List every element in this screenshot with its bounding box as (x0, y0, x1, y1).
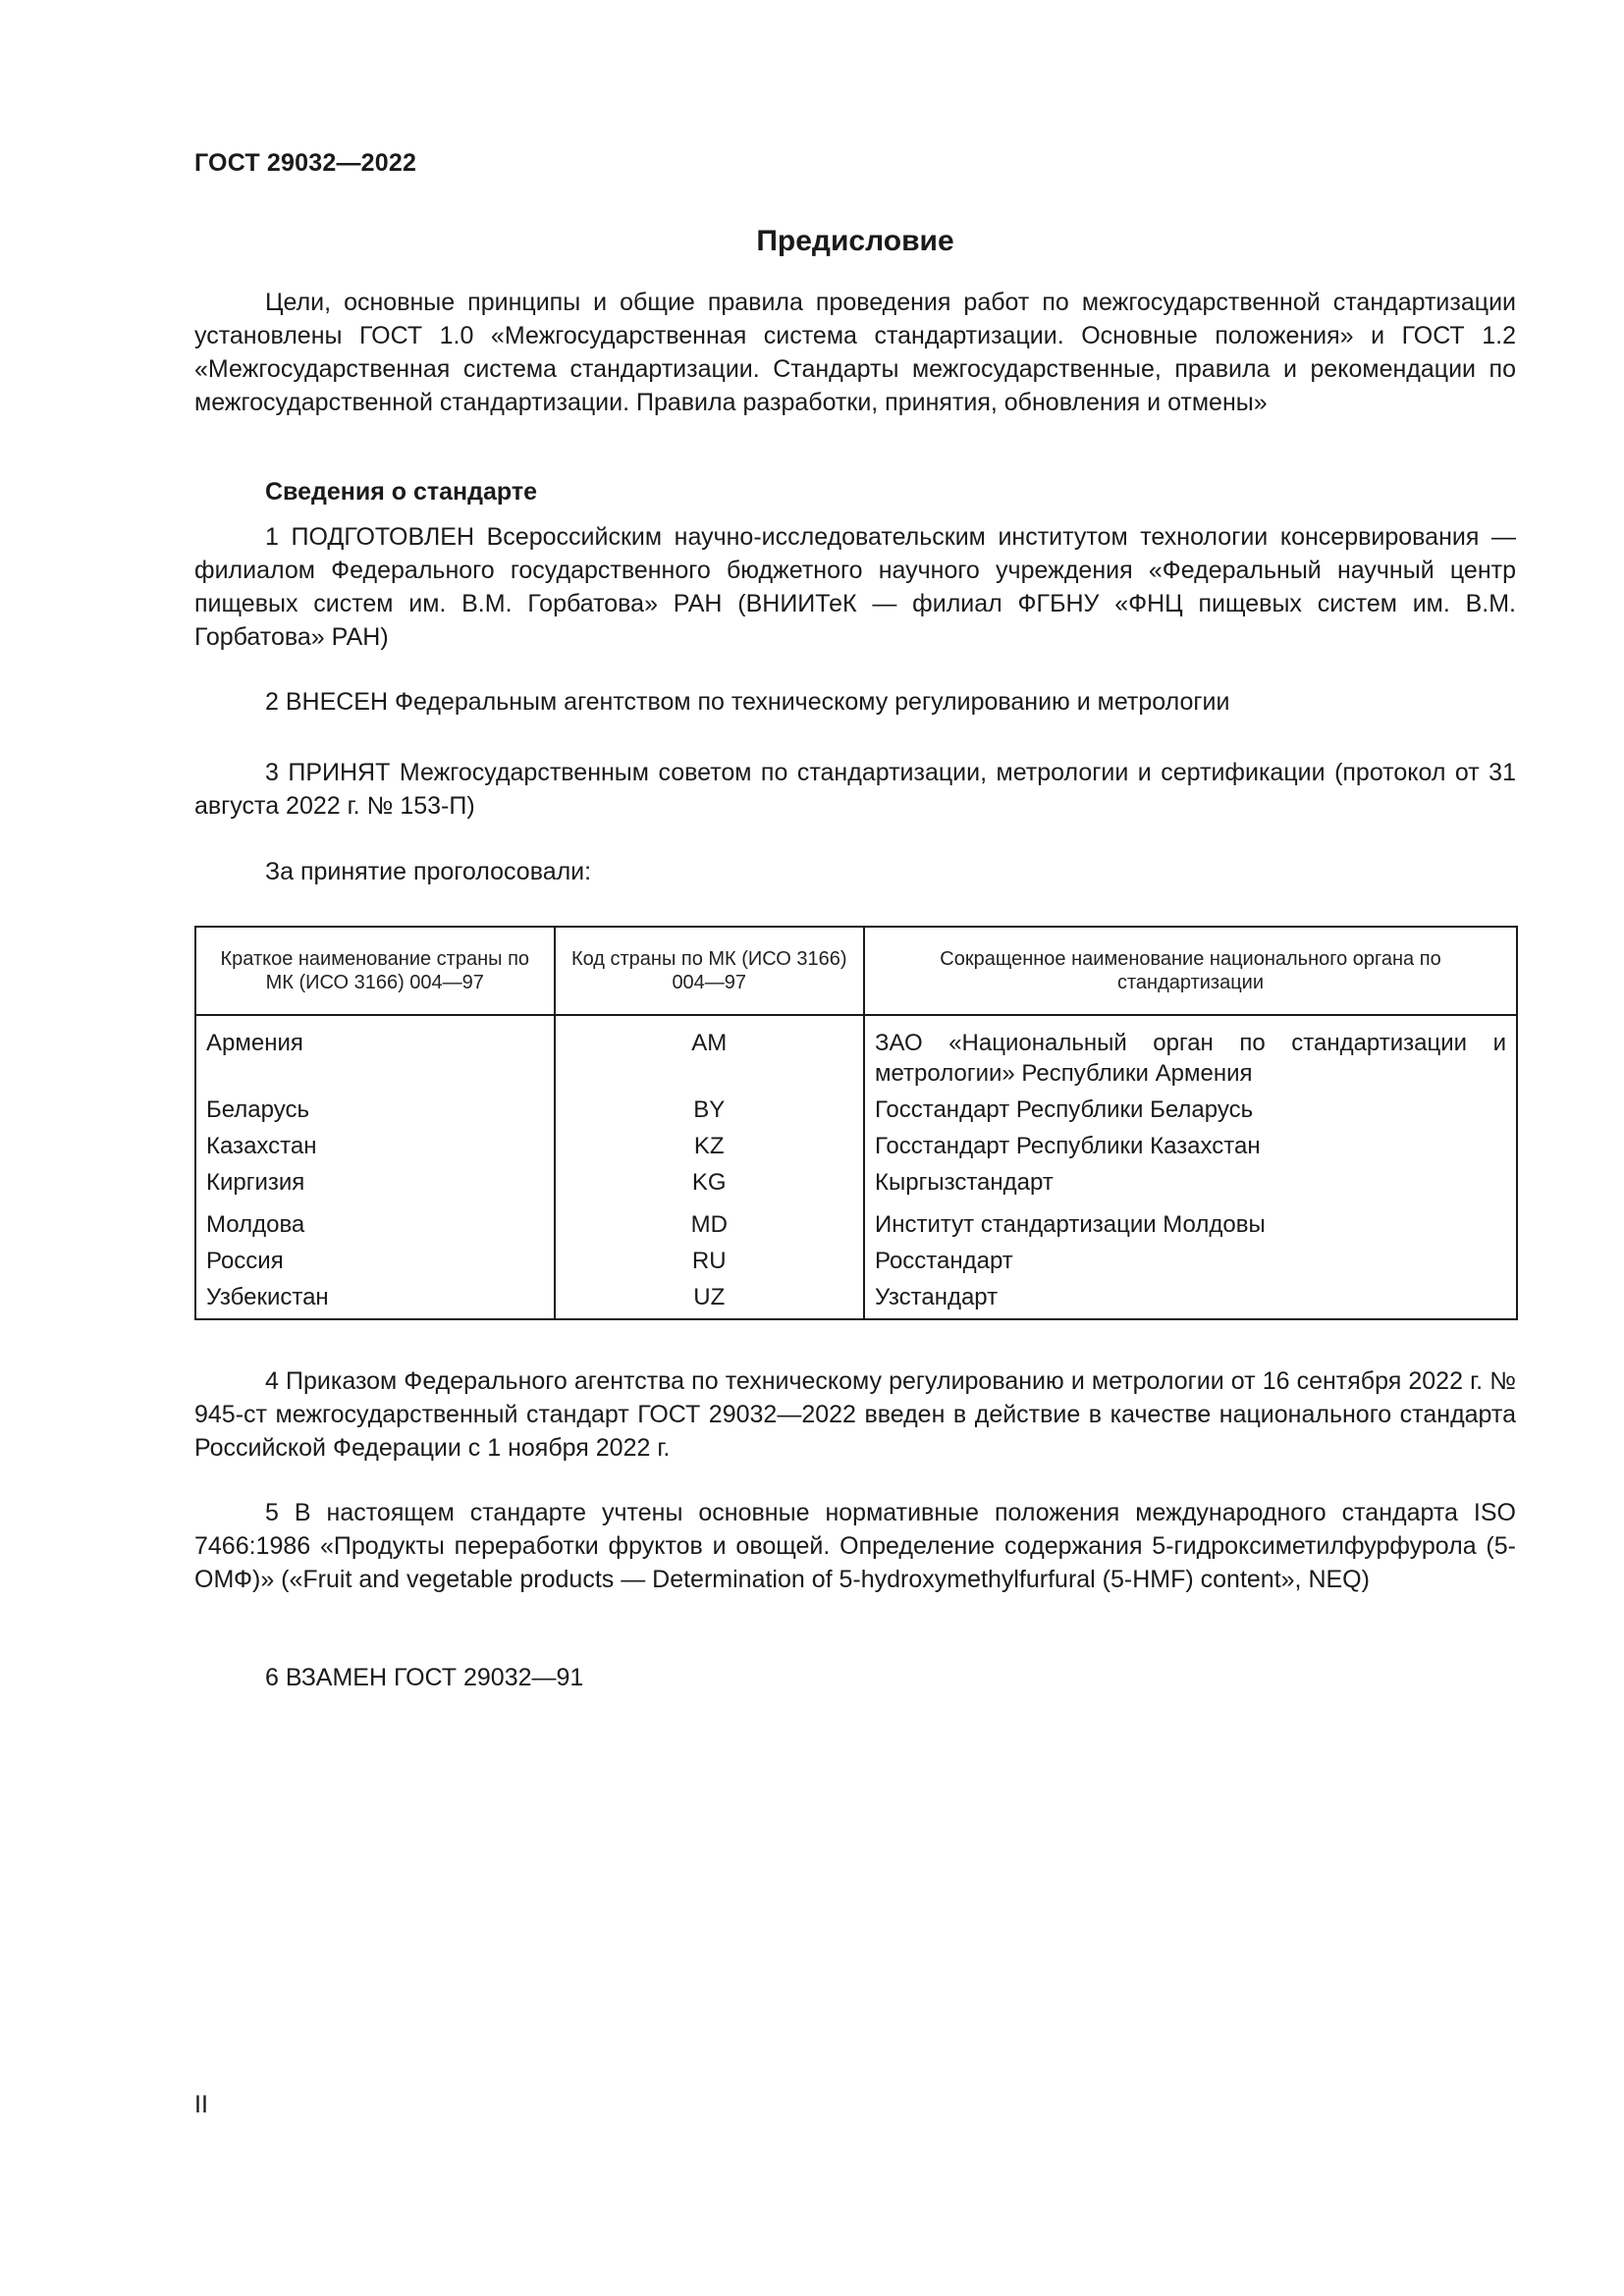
table-row (195, 1089, 1517, 1125)
table-row (195, 1015, 1517, 1089)
org-cell: Госстандарт Республики Беларусь (864, 1089, 1517, 1125)
section-heading: Сведения о стандарте (265, 478, 538, 506)
code-cell: AM (555, 1015, 864, 1089)
org-cell: Кыргызстандарт (864, 1161, 1517, 1198)
country-cell: Узбекистан (195, 1276, 555, 1319)
code-cell: KZ (555, 1125, 864, 1161)
document-id-header: ГОСТ 29032—2022 (194, 149, 417, 177)
org-cell: ЗАО «Национальный орган по стандартизации и метрологии» Республики Армения (864, 1015, 1517, 1089)
table-row (195, 1276, 1517, 1319)
vote-label: За принятие проголосовали: (265, 858, 592, 885)
column-header-code: Код страны по МК (ИСО 3166) 004—97 (555, 927, 864, 1015)
country-cell: Беларусь (195, 1089, 555, 1125)
country-cell: Россия (195, 1240, 555, 1276)
code-cell: UZ (555, 1276, 864, 1319)
table-row (195, 1198, 1517, 1240)
item-6-paragraph: 6 ВЗАМЕН ГОСТ 29032—91 (265, 1664, 584, 1691)
table-header-row (195, 927, 1517, 1015)
code-cell: RU (555, 1240, 864, 1276)
column-header-country: Краткое наименование страны по МК (ИСО 3166) 004—97 (195, 927, 555, 1015)
code-cell: BY (555, 1089, 864, 1125)
org-cell: Росстандарт (864, 1240, 1517, 1276)
table-row (195, 1240, 1517, 1276)
code-cell: MD (555, 1198, 864, 1240)
org-cell: Институт стандартизации Молдовы (864, 1198, 1517, 1240)
table-row (195, 1125, 1517, 1161)
org-cell: Госстандарт Республики Казахстан (864, 1125, 1517, 1161)
page-number: II (194, 2091, 208, 2118)
item-5-paragraph: 5 В настоящем стандарте учтены основные нормативные положения международного стандарта ISO 7466:1986 «Продукты переработки фруктов и овощей. Определение содержания 5-гидроксиметилфурфурола (5-ОМФ)» («Fruit and vegetable products — Determination of 5-hydroxymethylfurfural (5-HMF) content», NEQ) (194, 1499, 1516, 1593)
country-cell: Киргизия (195, 1161, 555, 1198)
item-4-paragraph: 4 Приказом Федерального агентства по техническому регулированию и метрологии от 16 сентября 2022 г. № 945-ст межгосударственный стандарт ГОСТ 29032—2022 введен в действие в качестве национального стандарта Российской Федерации с 1 ноября 2022 г. (194, 1367, 1516, 1462)
country-cell: Армения (195, 1015, 555, 1089)
page-title: Предисловие (756, 225, 954, 257)
column-header-org: Сокращенное наименование национального органа по стандартизации (864, 927, 1517, 1015)
org-cell: Узстандарт (864, 1276, 1517, 1319)
table-row (195, 1161, 1517, 1198)
item-1-paragraph: 1 ПОДГОТОВЛЕН Всероссийским научно-исследовательским институтом технологии консервирования — филиалом Федерального государственного бюджетного научного учреждения «Федеральный научный центр пищевых систем им. В.М. Горбатова» РАН (ВНИИТеК — филиал ФГБНУ «ФНЦ пищевых систем им. В.М. Горбатова» РАН) (194, 523, 1516, 651)
intro-paragraph: Цели, основные принципы и общие правила проведения работ по межгосударственной стандартизации установлены ГОСТ 1.0 «Межгосударственная система стандартизации. Основные положения» и ГОСТ 1.2 «Межгосударственная система стандартизации. Стандарты межгосударственные, правила и рекомендации по межгосударственной стандартизации. Правила разработки, принятия, обновления и отмены» (194, 289, 1516, 416)
item-3-paragraph: 3 ПРИНЯТ Межгосударственным советом по стандартизации, метрологии и сертификации (протокол от 31 августа 2022 г. № 153-П) (194, 759, 1516, 820)
voting-countries-table (194, 926, 1518, 1320)
country-cell: Молдова (195, 1198, 555, 1240)
country-cell: Казахстан (195, 1125, 555, 1161)
code-cell: KG (555, 1161, 864, 1198)
item-2-paragraph: 2 ВНЕСЕН Федеральным агентством по техническому регулированию и метрологии (265, 688, 1230, 716)
